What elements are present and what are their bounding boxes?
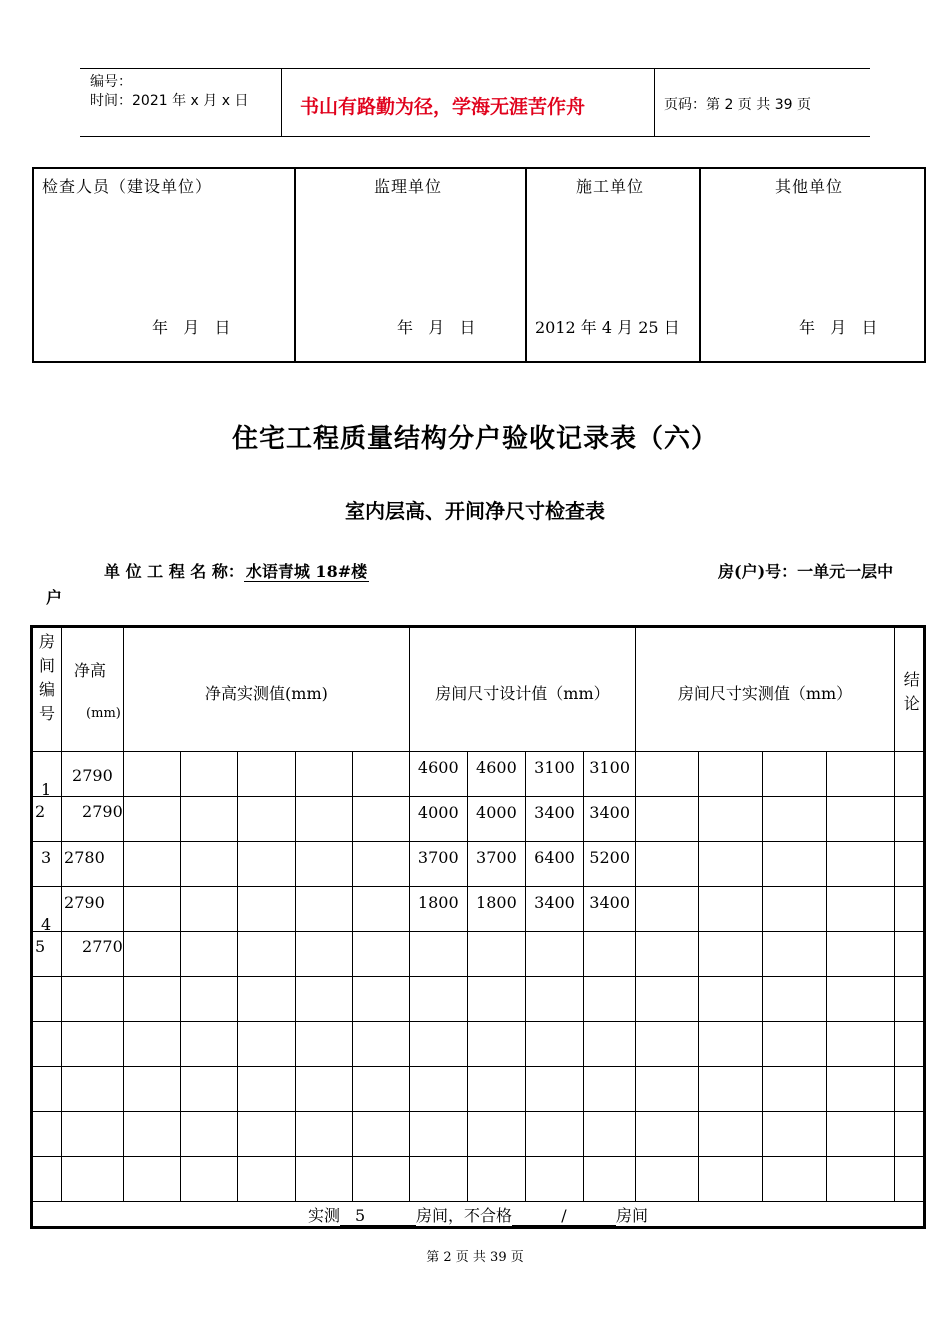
table-cell (33, 1067, 62, 1112)
page-subtitle: 室内层高、开间净尺寸检查表 (345, 499, 605, 523)
table-cell (467, 887, 525, 932)
table-cell (826, 752, 894, 797)
table-cell (62, 752, 124, 797)
table-cell (584, 1112, 636, 1157)
unit-line (104, 559, 369, 582)
table-cell (352, 932, 409, 977)
unit-name: 水语青城 18#楼 (245, 562, 368, 581)
design-size-value: 3100 (534, 758, 575, 777)
table-cell (467, 752, 525, 797)
table-cell (181, 1067, 238, 1112)
table-cell (826, 1112, 894, 1157)
design-size-value: 4000 (417, 803, 459, 822)
table-row (33, 887, 924, 932)
table-cell (467, 1112, 525, 1157)
table-cell (124, 752, 181, 797)
table-cell (636, 932, 699, 977)
table-cell (826, 1022, 894, 1067)
table-cell (525, 887, 583, 932)
table-cell (62, 797, 124, 842)
table-row (33, 977, 924, 1022)
design-size-value: 1800 (417, 893, 459, 912)
table-cell (894, 887, 923, 932)
table-cell (699, 1067, 763, 1112)
table-cell (352, 752, 409, 797)
signature-date: 年 月 日 (397, 318, 476, 337)
table-cell (584, 932, 636, 977)
table-cell (525, 842, 583, 887)
table-cell (826, 797, 894, 842)
inspection-table (32, 627, 924, 1227)
table-row (33, 842, 924, 887)
table-cell (584, 887, 636, 932)
table-cell (409, 1022, 467, 1067)
room-label-cont: 户 (46, 588, 63, 607)
table-cell (826, 842, 894, 887)
table-cell (181, 1022, 238, 1067)
summary-suffix: 房间 (616, 1205, 649, 1225)
table-cell (409, 977, 467, 1022)
table-cell (62, 1067, 124, 1112)
motto: 书山有路勤为径，学海无涯苦作舟 (300, 96, 586, 118)
signature-label: 检查人员（建设单位） (42, 177, 213, 196)
table-cell (352, 977, 409, 1022)
table-cell (525, 752, 583, 797)
table-cell (295, 842, 352, 887)
design-size-value: 3400 (589, 893, 630, 912)
design-size-value: 4000 (476, 803, 517, 822)
table-cell (467, 1067, 525, 1112)
table-cell (636, 1022, 699, 1067)
table-cell (352, 1112, 409, 1157)
clear-height-value: 2780 (64, 848, 105, 867)
table-cell (894, 797, 923, 842)
table-cell (181, 932, 238, 977)
table-cell (699, 1157, 763, 1202)
signature-date: 年 月 日 (152, 318, 231, 337)
design-size-value: 3700 (476, 848, 517, 867)
header-measured-height (124, 628, 410, 752)
design-size-value: 3400 (534, 893, 575, 912)
table-cell (181, 887, 238, 932)
table-cell (467, 842, 525, 887)
table-cell (181, 1112, 238, 1157)
table-cell (33, 1022, 62, 1067)
header-clear-height (62, 628, 124, 752)
header-room-no-text: 房间编号 (39, 632, 56, 723)
table-cell (826, 887, 894, 932)
header-room-no (33, 628, 62, 752)
table-cell (295, 752, 352, 797)
design-size-value: 3400 (534, 803, 575, 822)
table-cell (763, 932, 826, 977)
header-design-size-text: 房间尺寸设计值（mm） (435, 684, 610, 703)
signature-cell-other (700, 168, 925, 362)
header-measured-size (636, 628, 895, 752)
table-cell (699, 752, 763, 797)
table-cell (62, 1112, 124, 1157)
room-label: 房(户)号：一单元一层中 (718, 562, 894, 581)
table-cell (124, 887, 181, 932)
table-cell (826, 1067, 894, 1112)
table-cell (636, 752, 699, 797)
table-cell (584, 977, 636, 1022)
table-cell (33, 1157, 62, 1202)
table-cell (467, 1022, 525, 1067)
table-cell (584, 1157, 636, 1202)
table-cell (699, 1022, 763, 1067)
table-cell (636, 1112, 699, 1157)
table-cell (124, 1112, 181, 1157)
table-cell (894, 1022, 923, 1067)
signature-table (32, 167, 926, 363)
design-size-value: 4600 (417, 758, 459, 777)
table-cell (584, 797, 636, 842)
table-cell (124, 932, 181, 977)
table-cell (124, 842, 181, 887)
table-cell (33, 797, 62, 842)
table-cell (181, 1157, 238, 1202)
table-cell (62, 1157, 124, 1202)
signature-cell-supervisor (295, 168, 526, 362)
serial-label: 编号： (90, 74, 132, 90)
table-cell (894, 842, 923, 887)
table-cell (295, 1157, 352, 1202)
table-cell (295, 887, 352, 932)
signature-label: 其他单位 (775, 177, 844, 196)
table-cell (352, 797, 409, 842)
table-cell (409, 887, 467, 932)
table-cell (295, 1112, 352, 1157)
signature-date: 年 月 日 (799, 318, 878, 337)
table-cell (181, 752, 238, 797)
header-design-size (409, 628, 635, 752)
table-cell (33, 932, 62, 977)
table-cell (352, 887, 409, 932)
clear-height-value: 2770 (82, 937, 123, 956)
table-cell (124, 797, 181, 842)
signature-label: 监理单位 (374, 177, 443, 196)
table-cell (238, 842, 295, 887)
table-cell (33, 752, 62, 797)
table-cell (33, 1112, 62, 1157)
table-cell (467, 797, 525, 842)
table-cell (352, 1157, 409, 1202)
table-cell (295, 1022, 352, 1067)
table-cell (636, 1067, 699, 1112)
table-cell (636, 797, 699, 842)
table-cell (763, 842, 826, 887)
table-cell (295, 1067, 352, 1112)
table-cell (636, 977, 699, 1022)
table-cell (826, 932, 894, 977)
table-cell (238, 977, 295, 1022)
table-cell (525, 1067, 583, 1112)
table-cell (124, 1022, 181, 1067)
signature-date: 2012 年 4 月 25 日 (535, 318, 680, 337)
page-footer: 第 2 页 共 39 页 (426, 1250, 524, 1265)
table-cell (763, 797, 826, 842)
table-cell (33, 887, 62, 932)
table-cell (295, 932, 352, 977)
table-cell (124, 1157, 181, 1202)
table-cell (894, 1067, 923, 1112)
table-cell (409, 797, 467, 842)
table-cell (62, 977, 124, 1022)
table-cell (467, 977, 525, 1022)
table-cell (699, 932, 763, 977)
table-cell (763, 1067, 826, 1112)
design-size-value: 3100 (589, 758, 630, 777)
header-bottom-rule (80, 136, 870, 137)
table-cell (763, 752, 826, 797)
table-cell (467, 932, 525, 977)
table-cell (33, 977, 62, 1022)
table-cell (409, 1067, 467, 1112)
table-row (33, 932, 924, 977)
table-cell (525, 797, 583, 842)
table-cell (409, 1112, 467, 1157)
table-cell (295, 977, 352, 1022)
table-cell (763, 1022, 826, 1067)
table-row (33, 752, 924, 797)
time-label: 时间：2021 年 x 月 x 日 (90, 93, 249, 109)
table-cell (525, 1112, 583, 1157)
table-cell (525, 977, 583, 1022)
design-size-value: 1800 (476, 893, 517, 912)
table-cell (409, 1157, 467, 1202)
table-cell (699, 842, 763, 887)
table-cell (584, 842, 636, 887)
table-cell (584, 1022, 636, 1067)
table-row (33, 1157, 924, 1202)
room-number: 4 (41, 915, 52, 932)
table-cell (699, 977, 763, 1022)
header-measured-size-text: 房间尺寸实测值（mm） (677, 684, 853, 703)
table-cell (295, 797, 352, 842)
header-clear-height-text: 净高 (74, 661, 107, 680)
table-cell (894, 977, 923, 1022)
signature-cell-contractor (526, 168, 700, 362)
design-size-value: 5200 (589, 848, 630, 867)
room-number: 2 (35, 802, 46, 821)
table-cell (636, 842, 699, 887)
table-cell (238, 797, 295, 842)
table-cell (763, 977, 826, 1022)
table-cell (238, 1022, 295, 1067)
clear-height-value: 2790 (82, 802, 123, 821)
summary-middle: 房间，不合格 (415, 1205, 512, 1225)
header-clear-height-unit: (mm) (86, 706, 121, 721)
table-cell (238, 932, 295, 977)
table-cell (467, 1157, 525, 1202)
table-cell (584, 1067, 636, 1112)
design-size-value: 3400 (589, 803, 630, 822)
summary-fail: / (512, 1206, 616, 1226)
table-cell (33, 842, 62, 887)
table-cell (409, 752, 467, 797)
table-cell (238, 1112, 295, 1157)
table-cell (62, 1022, 124, 1067)
header-divider (654, 68, 655, 136)
header-measured-height-text: 净高实测值(mm) (205, 684, 328, 703)
table-cell (894, 1157, 923, 1202)
room-number: 5 (35, 937, 46, 956)
page-label: 页码：第 2 页 共 39 页 (664, 97, 811, 113)
summary-row (33, 1202, 924, 1227)
table-cell (181, 797, 238, 842)
summary-prefix: 实测 (307, 1205, 340, 1225)
summary-count: 5 (340, 1206, 416, 1226)
unit-label: 单 位 工 程 名 称： (104, 562, 244, 581)
table-row (33, 1022, 924, 1067)
signature-cell-owner (33, 168, 295, 362)
room-number: 1 (41, 780, 52, 797)
table-cell (124, 977, 181, 1022)
table-cell (525, 932, 583, 977)
table-cell (181, 842, 238, 887)
table-cell (584, 752, 636, 797)
table-cell (826, 1157, 894, 1202)
table-row (33, 797, 924, 842)
table-cell (409, 842, 467, 887)
table-cell (181, 977, 238, 1022)
clear-height-value: 2790 (64, 893, 105, 912)
table-cell (124, 1067, 181, 1112)
table-cell (525, 1022, 583, 1067)
table-cell (238, 752, 295, 797)
table-cell (894, 752, 923, 797)
page-title: 住宅工程质量结构分户验收记录表（六） (231, 424, 718, 454)
table-cell (62, 887, 124, 932)
table-cell (763, 1112, 826, 1157)
header-divider (281, 68, 282, 136)
table-cell (525, 1157, 583, 1202)
table-row (33, 1112, 924, 1157)
table-cell (894, 932, 923, 977)
table-cell (699, 797, 763, 842)
design-size-value: 6400 (534, 848, 575, 867)
header-top-rule (80, 68, 870, 69)
table-row (33, 1067, 924, 1112)
room-number: 3 (41, 848, 52, 867)
table-cell (62, 842, 124, 887)
header-conclusion (894, 628, 923, 752)
table-cell (636, 1157, 699, 1202)
table-cell (763, 1157, 826, 1202)
table-cell (409, 932, 467, 977)
design-size-value: 4600 (476, 758, 517, 777)
signature-label: 施工单位 (576, 177, 645, 196)
header-conclusion-text: 结论 (903, 670, 920, 713)
table-cell (894, 1112, 923, 1157)
table-cell (238, 887, 295, 932)
design-size-value: 3700 (417, 848, 459, 867)
table-cell (238, 1157, 295, 1202)
table-cell (826, 977, 894, 1022)
table-cell (699, 1112, 763, 1157)
table-cell (238, 1067, 295, 1112)
table-cell (699, 887, 763, 932)
table-cell (352, 842, 409, 887)
table-cell (763, 887, 826, 932)
table-cell (636, 887, 699, 932)
table-cell (62, 932, 124, 977)
table-cell (352, 1067, 409, 1112)
clear-height-value: 2790 (72, 766, 113, 785)
table-cell (352, 1022, 409, 1067)
